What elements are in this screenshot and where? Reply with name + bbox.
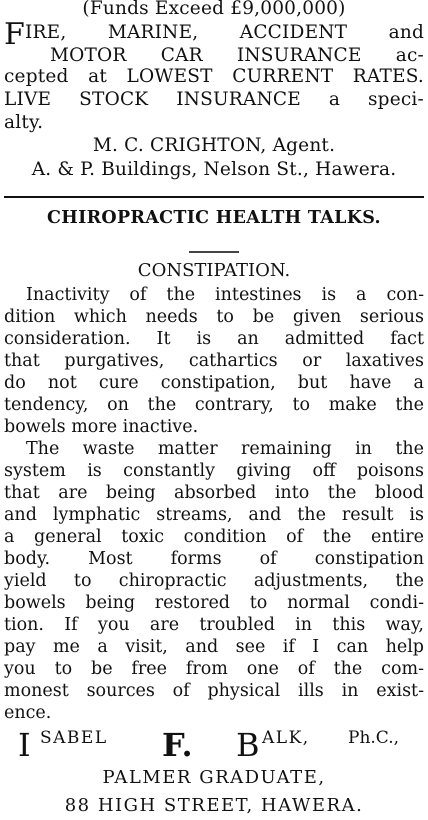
graduate-line: PALMER GRADUATE, <box>102 767 326 788</box>
para2-line-3: that are being absorbed into the blood <box>4 483 424 503</box>
para2-line-6: body. Most forms of constipation <box>4 549 424 569</box>
signature <box>4 726 424 764</box>
para2-line-7: yield to chiropractic adjustments, the <box>4 571 424 591</box>
para2-line-1: The waste matter remaining in the <box>26 439 424 459</box>
sig-cap-b: B <box>236 726 260 764</box>
para2-line-8: bowels being restored to normal condi- <box>4 593 424 613</box>
para2-line-11: you to be free from one of the com- <box>4 659 424 679</box>
insurance-line-4: LIVE STOCK INSURANCE a speci- <box>4 89 424 110</box>
insurance-line-1 <box>4 17 424 52</box>
para1-line-6: tendency, on the contrary, to make the <box>4 395 424 415</box>
para2-line-10: pay me a visit, and see if I can help <box>4 637 424 657</box>
ad-subheading: CONSTIPATION. <box>137 260 291 281</box>
para2-line-12: monest sources of physical ills in exist- <box>4 681 424 701</box>
sig-isabel: SABEL <box>40 728 108 748</box>
sig-balk: ALK, <box>262 728 310 748</box>
para2-line-4: and lymphatic streams, and the result is <box>4 505 424 525</box>
para1-line-5: do not cure constipation, but have a <box>4 373 424 393</box>
address-line: A. & P. Buildings, Nelson St., Hawera. <box>31 159 397 180</box>
insurance-line-3: cepted at LOWEST CURRENT RATES. <box>4 66 424 87</box>
small-separator <box>189 251 239 253</box>
insurance-line-5: alty. <box>4 112 44 133</box>
para2-line-2: system is constantly giving off poisons <box>4 461 424 481</box>
para2-line-13: ence. <box>4 703 52 723</box>
ad-heading: CHIROPRACTIC HEALTH TALKS. <box>47 208 381 228</box>
para1-line-3: consideration. It is an admitted fact <box>4 329 424 349</box>
sig-initial-f: F. <box>162 726 193 764</box>
para1-line-1: Inactivity of the intestines is a con- <box>26 285 424 305</box>
para2-line-9: tion. If you are troubled in this way, <box>4 615 424 635</box>
sig-degree: Ph.C., <box>348 728 399 748</box>
sig-cap-i: I <box>18 726 31 764</box>
street-line: 88 HIGH STREET, HAWERA. <box>64 795 364 816</box>
agent-line: M. C. CRIGHTON, Agent. <box>92 135 336 156</box>
funds-line: (Funds Exceed £9,000,000) <box>82 0 346 19</box>
para1-line-4: that purgatives, cathartics or laxatives <box>4 351 424 371</box>
insurance-line-1-text: IRE, MARINE, ACCIDENT and <box>25 22 424 43</box>
para2-line-5: a general toxic condition of the entire <box>4 527 424 547</box>
para1-line-7: bowels more inactive. <box>4 417 199 437</box>
separator-rule <box>4 196 424 198</box>
insurance-line-2: MOTOR CAR INSURANCE ac- <box>50 45 424 66</box>
para1-line-2: dition which needs to be given serious <box>4 307 424 327</box>
drop-cap-f: F <box>4 17 26 52</box>
